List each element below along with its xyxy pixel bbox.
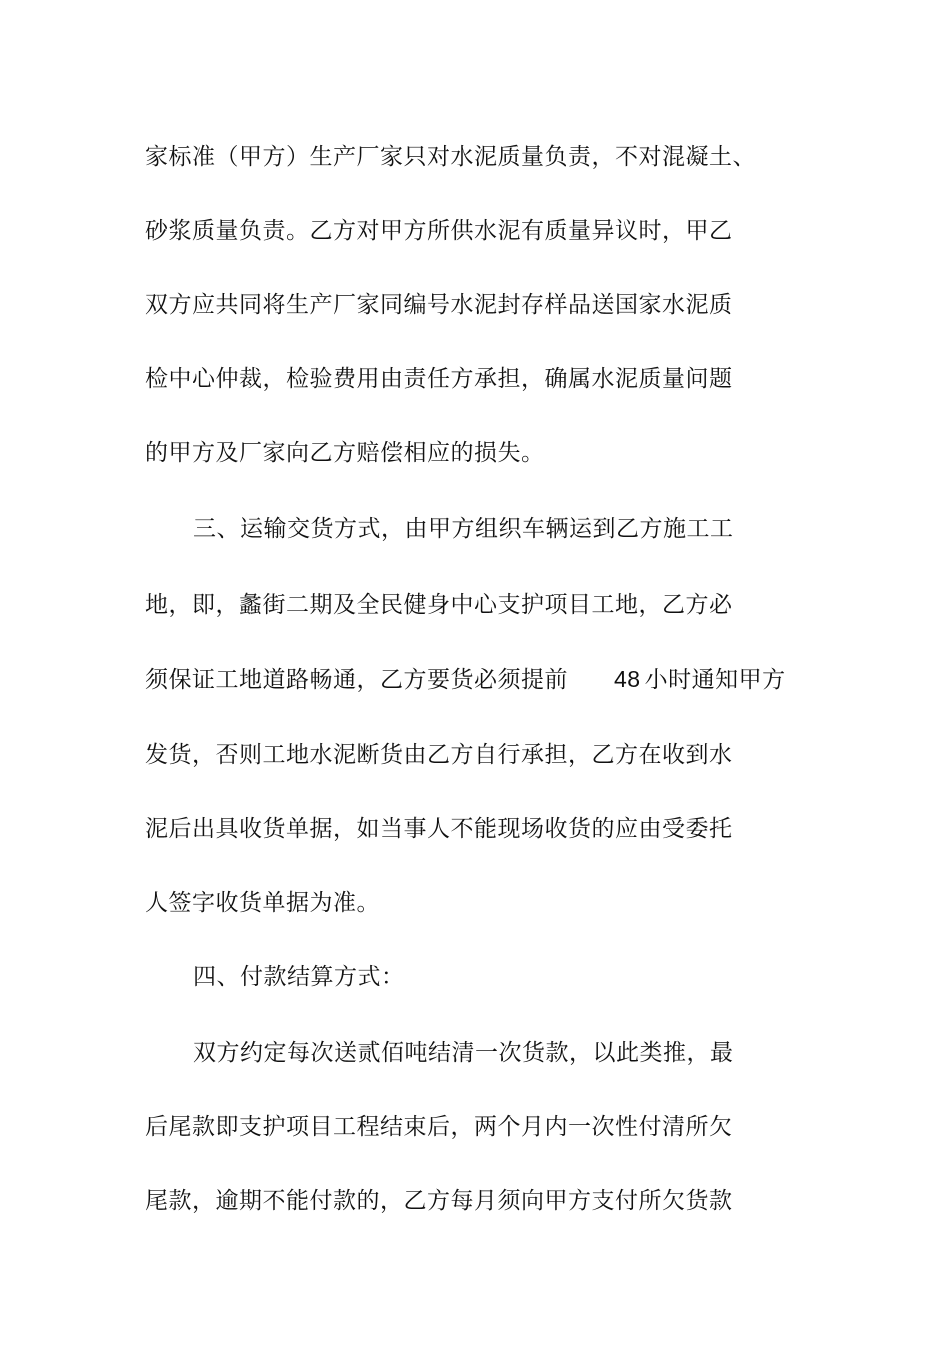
text-line-8	[145, 664, 786, 695]
text-line-11: 人签字收货单据为准。	[145, 890, 380, 916]
text-line-3: 双方应共同将生产厂家同编号水泥封存样品送国家水泥质	[145, 292, 733, 318]
text-line-2: 砂浆质量负责。乙方对甲方所供水泥有质量异议时，甲乙	[145, 218, 733, 244]
text-line-7: 地，即，蠡街二期及全民健身中心支护项目工地，乙方必	[145, 592, 733, 618]
text-line-9: 发货，否则工地水泥断货由乙方自行承担，乙方在收到水	[145, 742, 733, 768]
text-line-5: 的甲方及厂家向乙方赔偿相应的损失。	[145, 440, 545, 466]
text-line-1: 家标准（甲方）生产厂家只对水泥质量负责，不对混凝土、	[145, 144, 756, 170]
text-line-14: 后尾款即支护项目工程结束后，两个月内一次性付清所欠	[145, 1114, 733, 1140]
text-line-15: 尾款，逾期不能付款的，乙方每月须向甲方支付所欠货款	[145, 1188, 733, 1214]
text-line-8-tail: 小时通知甲方	[644, 667, 786, 693]
text-line-12: 四、付款结算方式：	[193, 964, 405, 990]
text-line-13: 双方约定每次送贰佰吨结清一次货款，以此类推，最	[193, 1040, 734, 1066]
text-line-8-number: 48	[614, 666, 641, 692]
text-line-10: 泥后出具收货单据，如当事人不能现场收货的应由受委托	[145, 816, 733, 842]
text-line-4: 检中心仲裁，检验费用由责任方承担，确属水泥质量问题	[145, 366, 733, 392]
text-line-8-main: 须保证工地道路畅通，乙方要货必须提前	[145, 667, 568, 693]
text-line-6: 三、运输交货方式，由甲方组织车辆运到乙方施工工	[193, 516, 734, 542]
